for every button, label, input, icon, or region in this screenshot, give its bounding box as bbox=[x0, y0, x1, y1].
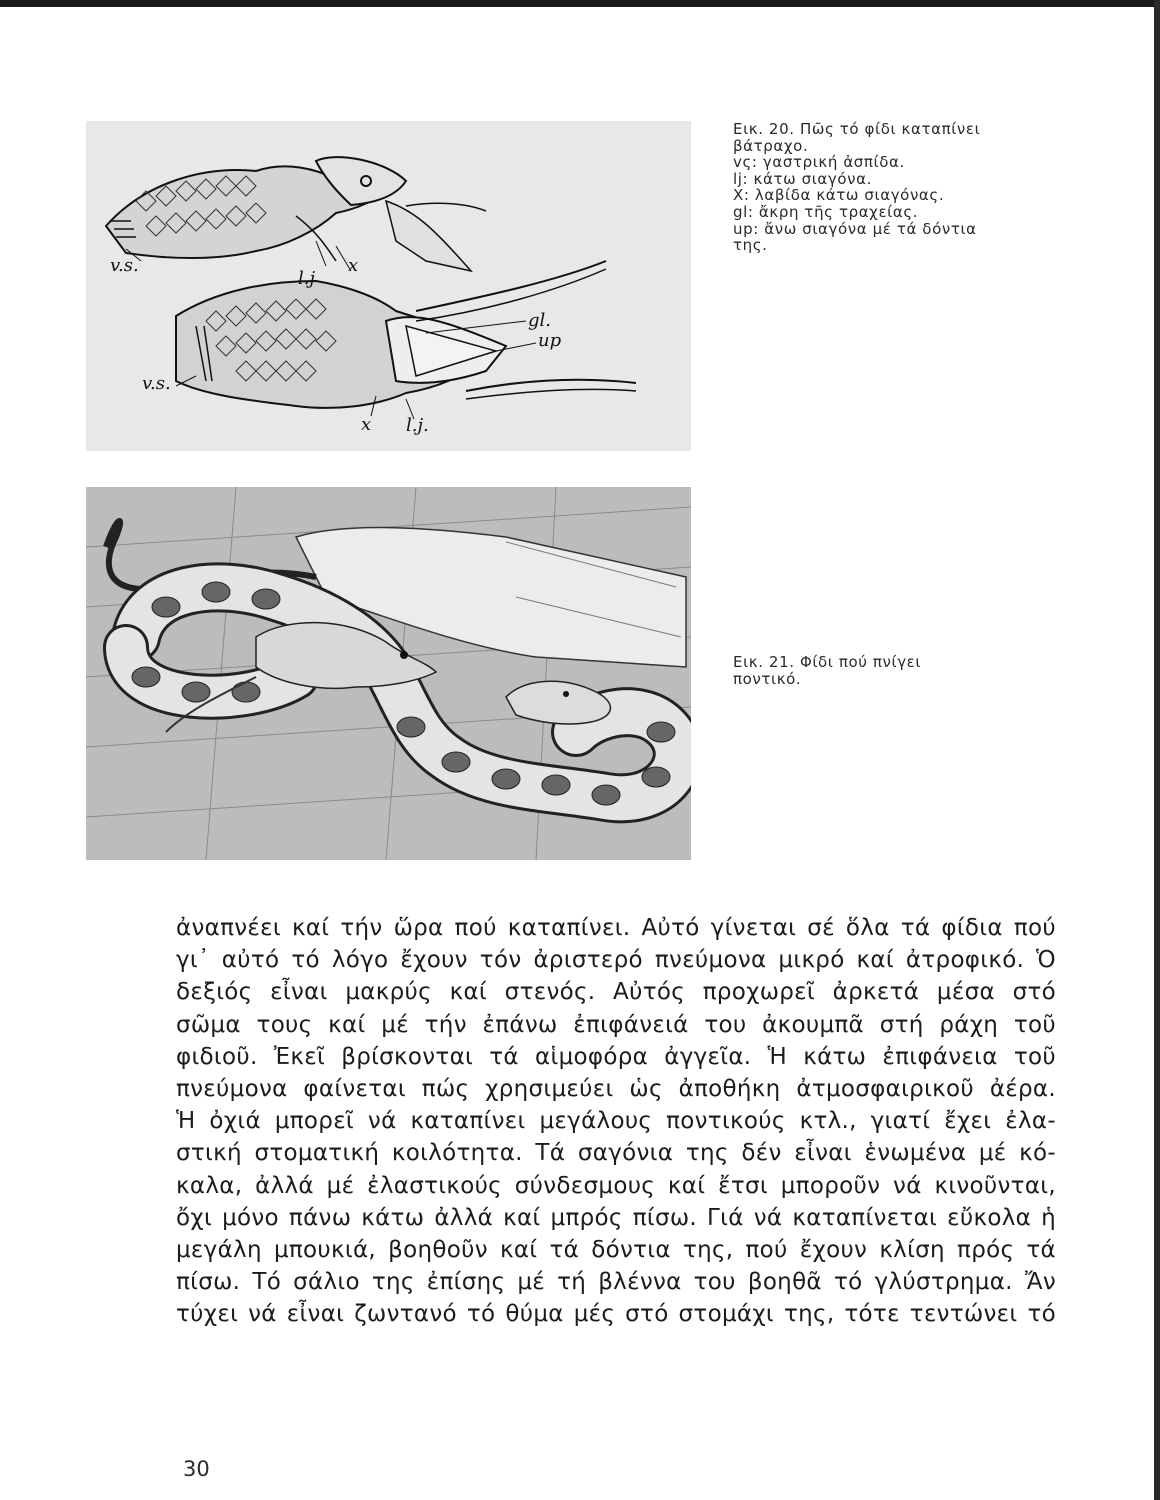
page-number: 30 bbox=[183, 1457, 210, 1481]
body-line: τύχει νά εἶναι ζωντανό τό θύμα μές στό στομάχι της, τότε τεντώνει τό bbox=[176, 1301, 1056, 1328]
body-line: φιδιοῦ. Ἐκεῖ βρίσκονται τά αἱμοφόρα ἀγγεῖα. Ἡ κάτω ἐπιφάνεια τοῦ bbox=[176, 1043, 1056, 1070]
caption-line: της. bbox=[733, 236, 768, 255]
body-line: σῶμα τους καί μέ τήν ἐπάνω ἐπιφάνειά του ἀκουμπᾶ στή ράχη τοῦ bbox=[176, 1011, 1056, 1038]
label-up: up bbox=[538, 330, 562, 351]
label-lj-upper: l.j bbox=[298, 268, 316, 289]
page-edge-shadow bbox=[1154, 0, 1160, 1500]
body-line: ὄχι μόνο πάνω κάτω ἀλλά καί μπρός πίσω. Γιά νά καταπίνεται εὔκολα ἡ bbox=[176, 1204, 1056, 1231]
label-x-upper: x bbox=[348, 255, 359, 276]
body-line: πνεύμονα φαίνεται πώς χρησιμεύει ὡς ἀποθήκη ἀτμοσφαιρικοῦ ἀέρα. bbox=[176, 1076, 1056, 1103]
body-line: πίσω. Τό σάλιο της ἐπίσης μέ τή βλέννα του βοηθᾶ τό γλύστρημα. Ἄν bbox=[176, 1269, 1056, 1296]
caption-line: lj: κάτω σιαγόνα. bbox=[733, 169, 873, 188]
caption-line: βάτραχο. bbox=[733, 136, 809, 155]
body-line: Ἡ ὀχιά μπορεῖ νά καταπίνει μεγάλους ποντικούς κτλ., γιατί ἔχει ἐλα- bbox=[176, 1108, 1056, 1135]
label-lj-lower: l.j. bbox=[406, 415, 429, 436]
body-line: στική στοματική κοιλότητα. Τά σαγόνια της δέν εἶναι ἑνωμένα μέ κό- bbox=[176, 1140, 1056, 1167]
caption-line: up: ἄνω σιαγόνα μέ τά δόντια bbox=[733, 219, 977, 238]
caption-line: ποντικό. bbox=[733, 669, 802, 688]
figure-21-caption bbox=[733, 654, 1033, 687]
figure-20-caption bbox=[733, 121, 1058, 254]
body-paragraph bbox=[176, 912, 1056, 1331]
body-line: μεγάλη μπουκιά, βοηθοῦν καί τά δόντια της, πού ἔχουν κλίση πρός τά bbox=[176, 1237, 1056, 1264]
caption-line: Εικ. 20. Πῶς τό φίδι καταπίνει bbox=[733, 120, 981, 138]
figure-21-drawing bbox=[86, 487, 691, 860]
caption-line: gl: ἄκρη τῆς τραχείας. bbox=[733, 202, 919, 221]
top-border bbox=[0, 0, 1160, 7]
caption-line: Εικ. 21. Φίδι πού πνίγει bbox=[733, 653, 922, 671]
body-line: ἀναπνέει καί τήν ὥρα πού καταπίνει. Αὐτό γίνεται σέ ὅλα τά φίδια πού bbox=[176, 915, 1056, 941]
figure-20-drawing bbox=[86, 121, 691, 451]
caption-line: vς: γαστρική ἀσπίδα. bbox=[733, 153, 905, 172]
figure-20-snake-swallowing-frog-illustration bbox=[86, 121, 691, 451]
body-line: γι᾿ αὐτό τό λόγο ἔχουν τόν ἀριστερό πνεύμονα μικρό καί ἀτροφικό. Ὁ bbox=[176, 947, 1056, 974]
figure-21-snake-strangling-mouse-illustration bbox=[86, 487, 691, 860]
label-vs-upper: v.s. bbox=[110, 255, 139, 276]
body-line: καλα, ἀλλά μέ ἐλαστικούς σύνδεσμους καί ἔτσι μποροῦν νά κινοῦνται, bbox=[176, 1172, 1056, 1199]
caption-line: X: λαβίδα κάτω σιαγόνας. bbox=[733, 186, 945, 205]
label-gl: gl. bbox=[528, 310, 552, 331]
label-x-lower: x bbox=[361, 414, 372, 435]
label-vs-lower: v.s. bbox=[142, 373, 171, 394]
body-line: δεξιός εἶναι μακρύς καί στενός. Αὐτός προχωρεῖ ἀρκετά μέσα στό bbox=[176, 979, 1056, 1006]
